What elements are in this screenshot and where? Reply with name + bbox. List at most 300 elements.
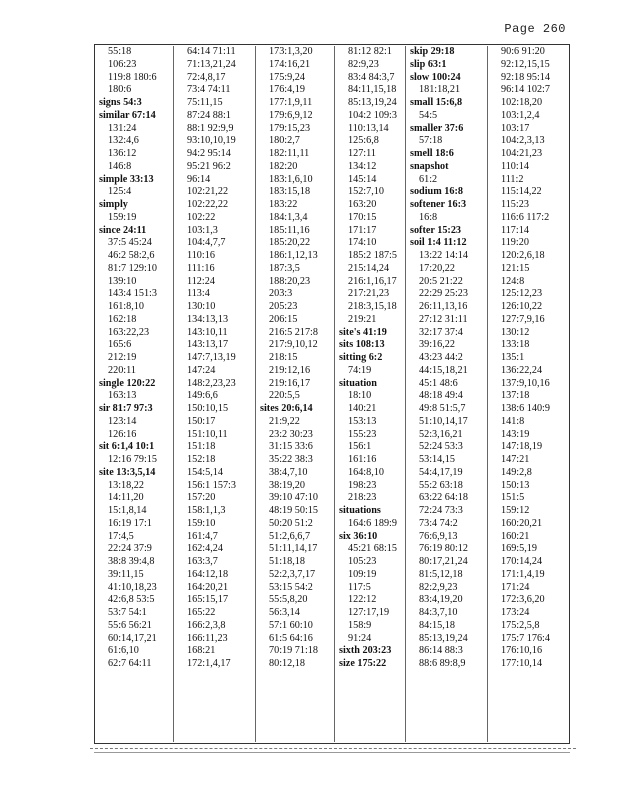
index-reference: 61:6,10 <box>108 645 139 657</box>
index-reference: 52:24 53:3 <box>419 441 463 453</box>
index-reference: 72:24 73:3 <box>419 505 463 516</box>
index-reference: 21:9,22 <box>269 415 300 427</box>
index-reference: 81:12 82:1 <box>348 46 392 57</box>
index-reference: 37:5 45:24 <box>108 237 152 249</box>
index-reference: 175:7 176:4 <box>501 632 550 644</box>
index-reference: 126:16 <box>108 428 137 440</box>
index-term: soil 1:4 11:12 <box>410 237 467 249</box>
index-reference: 176:10,16 <box>501 645 543 657</box>
index-reference: 102:22 <box>187 211 216 223</box>
index-term: size 175:22 <box>339 658 387 669</box>
index-reference: 13:22 14:14 <box>419 250 468 261</box>
index-reference: 161:8,10 <box>108 301 144 312</box>
index-reference: 166:2,3,8 <box>187 619 226 631</box>
index-reference: 156:1 <box>348 441 372 453</box>
index-reference: 162:18 <box>108 313 137 325</box>
index-term: simple 33:13 <box>99 173 154 185</box>
index-reference: 163:3,7 <box>187 556 218 567</box>
index-reference: 103:1,3 <box>187 224 218 236</box>
index-reference: 75:11,15 <box>187 97 223 108</box>
index-reference: 185:20,22 <box>269 237 311 249</box>
index-reference: 131:24 <box>108 122 137 134</box>
index-column-6 <box>488 46 569 742</box>
index-reference: 218:23 <box>348 492 377 504</box>
index-reference: 55:18 <box>108 46 132 57</box>
index-term: smell 18:6 <box>410 148 454 159</box>
index-reference: 32:17 37:4 <box>419 326 463 338</box>
index-term: small 15:6,8 <box>410 97 463 108</box>
index-reference: 184:1,3,4 <box>269 211 308 223</box>
index-reference: 117:14 <box>501 224 529 236</box>
index-reference: 188:20,23 <box>269 275 311 287</box>
index-term: site 13:3,5,14 <box>99 466 156 478</box>
index-reference: 55:6 56:21 <box>108 619 152 631</box>
index-reference: 126:10,22 <box>501 301 543 312</box>
index-reference: 80:17,21,24 <box>419 556 468 567</box>
index-reference: 39:10 47:10 <box>269 492 318 504</box>
index-column-2 <box>174 46 256 742</box>
index-reference: 152:7,10 <box>348 186 384 198</box>
index-reference: 49:8 51:5,7 <box>419 403 466 414</box>
index-reference: 154:5,14 <box>187 466 223 478</box>
index-reference: 109:19 <box>348 568 377 580</box>
index-reference: 62:7 64:11 <box>108 658 152 669</box>
index-reference: 164:8,10 <box>348 466 384 478</box>
index-reference: 104:2,3,13 <box>501 135 545 147</box>
index-term: snapshot <box>410 160 449 172</box>
index-reference: 106:23 <box>108 58 137 70</box>
index-reference: 130:12 <box>501 326 530 338</box>
index-reference: 46:2 58:2,6 <box>108 250 155 261</box>
index-reference: 183:1,6,10 <box>269 173 313 185</box>
index-reference: 74:19 <box>348 364 372 376</box>
index-reference: 51:18,18 <box>269 556 305 567</box>
index-reference: 160:21 <box>501 530 530 542</box>
index-reference: 182:20 <box>269 160 298 172</box>
index-reference: 117:5 <box>348 581 371 593</box>
index-reference: 175:9,24 <box>269 71 305 83</box>
index-reference: 155:23 <box>348 428 377 440</box>
index-reference: 85:13,19,24 <box>419 632 468 644</box>
index-reference: 158:1,1,3 <box>187 505 226 516</box>
page-number: Page 260 <box>504 22 566 36</box>
index-reference: 136:12 <box>108 148 137 159</box>
index-reference: 103:17 <box>501 122 530 134</box>
index-reference: 171:24 <box>501 581 530 593</box>
index-reference: 146:8 <box>108 160 132 172</box>
index-reference: 39:11,15 <box>108 568 144 580</box>
index-reference: 103:1,2,4 <box>501 109 540 121</box>
index-reference: 165:22 <box>187 607 216 618</box>
index-reference: 180:6 <box>108 84 132 96</box>
index-reference: 182:11,11 <box>269 148 310 159</box>
index-reference: 105:23 <box>348 556 377 567</box>
index-reference: 70:19 71:18 <box>269 645 318 657</box>
index-reference: 38:4,7,10 <box>269 466 308 478</box>
bottom-rule-solid <box>94 752 570 753</box>
index-term: sitting 6:2 <box>339 352 383 363</box>
index-reference: 15:1,8,14 <box>108 505 147 516</box>
index-reference: 143:13,17 <box>187 339 229 351</box>
index-column-3 <box>256 46 335 742</box>
index-reference: 136:22,24 <box>501 364 543 376</box>
index-reference: 48:18 49:4 <box>419 390 463 402</box>
index-reference: 52:2,3,7,17 <box>269 568 316 580</box>
index-term: simply <box>99 199 128 210</box>
index-reference: 115:23 <box>501 199 529 210</box>
index-reference: 84:11,15,18 <box>348 84 397 96</box>
index-reference: 148:2,23,23 <box>187 377 236 389</box>
index-reference: 88:6 89:8,9 <box>419 658 466 669</box>
index-reference: 183:22 <box>269 199 298 210</box>
index-reference: 180:2,7 <box>269 135 300 147</box>
index-reference: 220:5,5 <box>269 390 300 402</box>
index-reference: 147:21 <box>501 454 530 465</box>
index-reference: 104:21,23 <box>501 148 543 159</box>
index-reference: 219:16,17 <box>269 377 311 389</box>
index-reference: 164:12,18 <box>187 568 229 580</box>
index-reference: 140:21 <box>348 403 377 414</box>
index-reference: 156:1 157:3 <box>187 479 236 491</box>
index-reference: 116:6 117:2 <box>501 211 550 223</box>
index-reference: 14:11,20 <box>108 492 144 504</box>
index-reference: 172:3,6,20 <box>501 594 545 606</box>
index-reference: 145:14 <box>348 173 377 185</box>
index-reference: 111:2 <box>501 173 524 185</box>
index-reference: 110:16 <box>187 250 215 261</box>
index-reference: 81:7 129:10 <box>108 262 157 274</box>
index-reference: 137:18 <box>501 390 530 402</box>
index-reference: 55:5,8,20 <box>269 594 308 606</box>
index-reference: 151:18 <box>187 441 216 453</box>
index-reference: 76:19 80:12 <box>419 543 468 555</box>
index-reference: 82:2,9,23 <box>419 581 458 593</box>
index-reference: 125:4 <box>108 186 132 198</box>
index-reference: 80:12,18 <box>269 658 305 669</box>
index-term: slow 100:24 <box>410 71 461 83</box>
index-reference: 150:10,15 <box>187 403 229 414</box>
index-reference: 179:6,9,12 <box>269 109 313 121</box>
index-reference: 216:1,16,17 <box>348 275 397 287</box>
index-reference: 174:10 <box>348 237 377 249</box>
bottom-rule <box>90 748 576 749</box>
index-reference: 165:15,17 <box>187 594 229 606</box>
index-reference: 162:4,24 <box>187 543 223 555</box>
index-reference: 91:24 <box>348 632 372 644</box>
index-reference: 151:5 <box>501 492 525 504</box>
index-reference: 38:8 39:4,8 <box>108 556 155 567</box>
index-reference: 157:20 <box>187 492 216 504</box>
index-reference: 216:5 217:8 <box>269 326 318 338</box>
index-reference: 90:6 91:20 <box>501 46 545 57</box>
index-term: slip 63:1 <box>410 58 447 70</box>
index-reference: 17:4,5 <box>108 530 134 542</box>
index-reference: 41:10,18,23 <box>108 581 157 593</box>
index-reference: 92:12,15,15 <box>501 58 550 70</box>
index-reference: 45:1 48:6 <box>419 377 458 389</box>
index-reference: 166:11,23 <box>187 632 228 644</box>
index-reference: 176:4,19 <box>269 84 305 96</box>
index-reference: 82:9,23 <box>348 58 379 70</box>
index-reference: 73:4 74:11 <box>187 84 231 96</box>
index-term: since 24:11 <box>99 224 147 236</box>
index-reference: 161:4,7 <box>187 530 218 542</box>
index-reference: 139:10 <box>108 275 137 287</box>
index-reference: 53:14,15 <box>419 454 455 465</box>
index-reference: 121:15 <box>501 262 530 274</box>
index-reference: 198:23 <box>348 479 377 491</box>
index-reference: 23:2 30:23 <box>269 428 313 440</box>
index-reference: 219:12,16 <box>269 364 311 376</box>
index-reference: 55:2 63:18 <box>419 479 463 491</box>
index-term: sit 6:1,4 10:1 <box>99 441 155 453</box>
index-reference: 171:1,4,19 <box>501 568 545 580</box>
index-reference: 102:18,20 <box>501 97 543 108</box>
index-reference: 163:22,23 <box>108 326 150 338</box>
index-reference: 175:2,5,8 <box>501 619 540 631</box>
index-reference: 42:6,8 53:5 <box>108 594 155 606</box>
index-reference: 173:24 <box>501 607 530 618</box>
index-reference: 53:15 54:2 <box>269 581 313 593</box>
index-reference: 38:19,20 <box>269 479 305 491</box>
index-reference: 102:22,22 <box>187 199 229 210</box>
index-reference: 172:1,4,17 <box>187 658 231 669</box>
index-reference: 215:14,24 <box>348 262 390 274</box>
index-reference: 81:5,12,18 <box>419 568 463 580</box>
index-reference: 22:24 37:9 <box>108 543 152 555</box>
index-reference: 120:2,6,18 <box>501 250 545 261</box>
index-reference: 122:12 <box>348 594 377 606</box>
index-reference: 218:3,15,18 <box>348 301 397 312</box>
index-reference: 132:4,6 <box>108 135 139 147</box>
index-reference: 124:8 <box>501 275 525 287</box>
index-reference: 85:13,19,24 <box>348 97 397 108</box>
index-reference: 45:21 68:15 <box>348 543 397 555</box>
index-reference: 147:18,19 <box>501 441 543 453</box>
index-reference: 35:22 38:3 <box>269 454 313 465</box>
index-reference: 181:18,21 <box>419 84 461 96</box>
index-term: sits 108:13 <box>339 339 385 351</box>
index-reference: 130:10 <box>187 301 216 312</box>
index-reference: 26:11,13,16 <box>419 301 468 312</box>
index-reference: 113:4 <box>187 288 210 300</box>
index-reference: 127:11 <box>348 148 376 159</box>
index-reference: 60:14,17,21 <box>108 632 157 644</box>
index-reference: 31:15 33:6 <box>269 441 313 453</box>
index-reference: 13:18,22 <box>108 479 144 491</box>
index-reference: 169:5,19 <box>501 543 537 555</box>
index-reference: 57:18 <box>419 135 443 147</box>
index-reference: 203:3 <box>269 288 293 300</box>
index-reference: 71:13,21,24 <box>187 58 236 70</box>
index-term: softener 16:3 <box>410 199 467 210</box>
index-reference: 160:20,21 <box>501 517 543 529</box>
index-term: skip 29:18 <box>410 46 455 57</box>
index-reference: 54:4,17,19 <box>419 466 463 478</box>
index-reference: 143:4 151:3 <box>108 288 157 300</box>
index-reference: 134:12 <box>348 160 377 172</box>
index-reference: 111:16 <box>187 262 215 274</box>
index-reference: 53:7 54:1 <box>108 607 147 618</box>
index-reference: 50:20 51:2 <box>269 517 313 529</box>
index-reference: 16:19 17:1 <box>108 517 152 529</box>
index-reference: 173:1,3,20 <box>269 46 313 57</box>
index-reference: 212:19 <box>108 352 137 363</box>
index-reference: 110:14 <box>501 160 529 172</box>
index-term: single 120:22 <box>99 377 156 389</box>
index-reference: 102:21,22 <box>187 186 229 198</box>
index-reference: 27:12 31:11 <box>419 313 468 325</box>
index-reference: 84:15,18 <box>419 619 455 631</box>
index-reference: 17:20,22 <box>419 262 455 274</box>
index-reference: 159:10 <box>187 517 216 529</box>
index-reference: 174:16,21 <box>269 58 311 70</box>
index-reference: 170:14,24 <box>501 556 543 567</box>
index-reference: 51:2,6,6,7 <box>269 530 311 542</box>
index-reference: 39:16,22 <box>419 339 455 351</box>
index-reference: 152:18 <box>187 454 216 465</box>
index-column-5 <box>406 46 488 742</box>
index-reference: 206:15 <box>269 313 298 325</box>
index-reference: 92:18 95:14 <box>501 71 550 83</box>
index-reference: 186:1,12,13 <box>269 250 318 261</box>
index-reference: 158:9 <box>348 619 372 631</box>
index-reference: 86:14 88:3 <box>419 645 463 657</box>
index-reference: 185:2 187:5 <box>348 250 397 261</box>
index-reference: 56:3,14 <box>269 607 300 618</box>
index-reference: 164:20,21 <box>187 581 229 593</box>
index-reference: 83:4 84:3,7 <box>348 71 395 83</box>
index-reference: 220:11 <box>108 364 136 376</box>
index-term: softer 15:23 <box>410 224 462 236</box>
index-reference: 165:6 <box>108 339 132 351</box>
index-reference: 115:14,22 <box>501 186 542 198</box>
index-reference: 96:14 <box>187 173 211 185</box>
index-term: similar 67:14 <box>99 109 156 121</box>
index-reference: 179:15,23 <box>269 122 311 134</box>
index-reference: 163:13 <box>108 390 137 402</box>
index-reference: 134:13,13 <box>187 313 229 325</box>
index-reference: 123:14 <box>108 415 137 427</box>
index-reference: 61:5 64:16 <box>269 632 313 644</box>
index-reference: 170:15 <box>348 211 377 223</box>
index-reference: 20:5 21:22 <box>419 275 463 287</box>
index-reference: 168:21 <box>187 645 216 657</box>
index-reference: 161:16 <box>348 454 377 465</box>
index-reference: 57:1 60:10 <box>269 619 313 631</box>
index-reference: 43:23 44:2 <box>419 352 463 363</box>
index-reference: 54:5 <box>419 109 438 121</box>
index-reference: 218:15 <box>269 352 298 363</box>
index-column-4 <box>335 46 406 742</box>
index-reference: 185:11,16 <box>269 224 310 236</box>
index-term: sixth 203:23 <box>339 645 392 657</box>
index-reference: 93:10,10,19 <box>187 135 236 147</box>
index-reference: 217:9,10,12 <box>269 339 318 351</box>
index-reference: 149:2,8 <box>501 466 532 478</box>
index-term: six 36:10 <box>339 530 378 542</box>
index-reference: 137:9,10,16 <box>501 377 550 389</box>
index-reference: 150:13 <box>501 479 530 491</box>
index-term: signs 54:3 <box>99 97 142 108</box>
index-reference: 52:3,16,21 <box>419 428 463 440</box>
index-reference: 177:10,14 <box>501 658 543 669</box>
index-reference: 163:20 <box>348 199 377 210</box>
index-reference: 150:17 <box>187 415 216 427</box>
index-term: situation <box>339 377 377 389</box>
index-reference: 84:3,7,10 <box>419 607 458 618</box>
index-reference: 159:12 <box>501 505 530 516</box>
index-reference: 143:19 <box>501 428 530 440</box>
index-reference: 72:4,8,17 <box>187 71 226 83</box>
index-term: smaller 37:6 <box>410 122 464 134</box>
index-reference: 63:22 64:18 <box>419 492 468 504</box>
index-reference: 127:7,9,16 <box>501 313 545 325</box>
index-reference: 94:2 95:14 <box>187 148 231 159</box>
index-reference: 143:10,11 <box>187 326 228 338</box>
index-reference: 87:24 88:1 <box>187 109 231 121</box>
index-reference: 153:13 <box>348 415 377 427</box>
index-reference: 183:15,18 <box>269 186 311 198</box>
index-reference: 205:23 <box>269 301 298 312</box>
index-reference: 147:7,13,19 <box>187 352 236 363</box>
index-reference: 125:12,23 <box>501 288 543 300</box>
index-term: site's 41:19 <box>339 326 387 338</box>
index-reference: 149:6,6 <box>187 390 218 402</box>
index-reference: 141:8 <box>501 415 525 427</box>
index-reference: 171:17 <box>348 224 377 236</box>
index-reference: 125:6,8 <box>348 135 379 147</box>
index-term: sir 81:7 97:3 <box>99 403 153 414</box>
index-reference: 147:24 <box>187 364 216 376</box>
index-reference: 119:8 180:6 <box>108 71 157 83</box>
index-term: sodium 16:8 <box>410 186 463 198</box>
index-reference: 135:1 <box>501 352 525 363</box>
index-reference: 219:21 <box>348 313 377 325</box>
index-reference: 159:19 <box>108 211 137 223</box>
index-reference: 12:16 79:15 <box>108 454 157 465</box>
index-reference: 110:13,14 <box>348 122 389 134</box>
index-reference: 104:4,7,7 <box>187 237 226 249</box>
index-reference: 217:21,23 <box>348 288 390 300</box>
index-reference: 95:21 96:2 <box>187 160 231 172</box>
index-reference: 119:20 <box>501 237 529 249</box>
index-column-1 <box>95 46 174 742</box>
index-reference: 73:4 74:2 <box>419 517 458 529</box>
index-reference: 64:14 71:11 <box>187 46 236 57</box>
index-reference: 127:17,19 <box>348 607 390 618</box>
index-reference: 164:6 189:9 <box>348 517 397 529</box>
index-reference: 51:10,14,17 <box>419 415 468 427</box>
index-reference: 18:10 <box>348 390 372 402</box>
index-reference: 76:6,9,13 <box>419 530 458 542</box>
index-reference: 16:8 <box>419 211 438 223</box>
index-reference: 83:4,19,20 <box>419 594 463 606</box>
index-reference: 138:6 140:9 <box>501 403 550 414</box>
index-reference: 22:29 25:23 <box>419 288 468 300</box>
index-reference: 61:2 <box>419 173 438 185</box>
index-reference: 51:11,14,17 <box>269 543 318 555</box>
index-reference: 96:14 102:7 <box>501 84 550 96</box>
index-reference: 187:3,5 <box>269 262 300 274</box>
index-reference: 112:24 <box>187 275 215 287</box>
index-term: sites 20:6,14 <box>260 403 313 414</box>
index-reference: 48:19 50:15 <box>269 505 318 516</box>
index-reference: 133:18 <box>501 339 530 351</box>
index-term: situations <box>339 505 381 516</box>
index-reference: 104:2 109:3 <box>348 109 397 121</box>
index-reference: 177:1,9,11 <box>269 97 313 108</box>
